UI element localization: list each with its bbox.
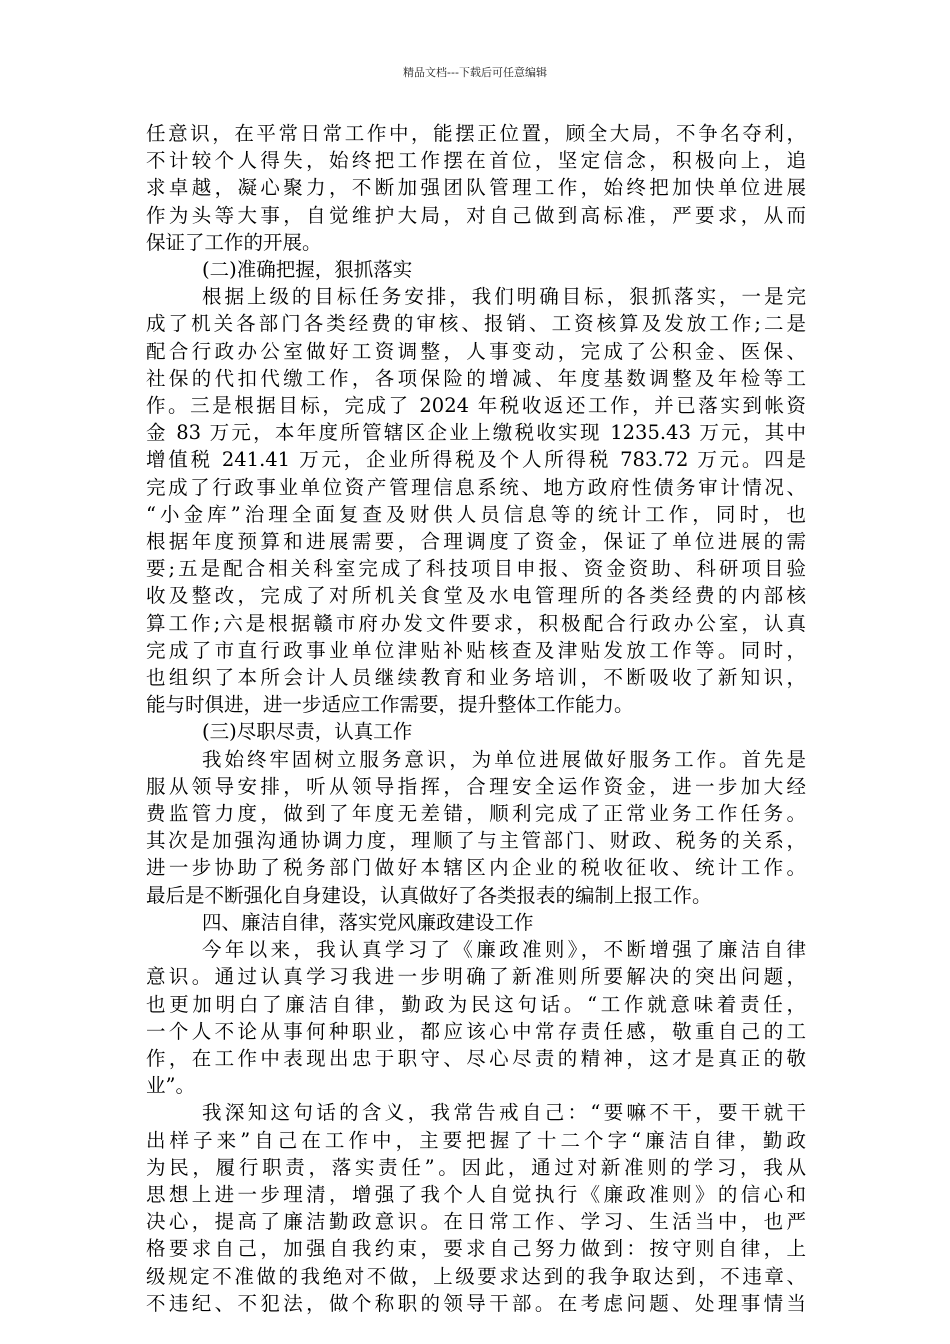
text-line: 不计较个人得失，始终把工作摆在首位，坚定信念，积极向上，追 [146,149,806,173]
text-line: 费监管力度，做到了年度无差错，顺利完成了正常业务工作任务。 [146,802,806,826]
text-line: 决心，提高了廉洁勤政意识。在日常工作、学习、生活当中，也严 [146,1210,806,1234]
text-line: 出样子来”自己在工作中，主要把握了十二个字“廉洁自律，勤政 [146,1128,806,1152]
text-line: 其次是加强沟通协调力度，理顺了与主管部门、财政、税务的关系， [146,829,806,853]
document-body [146,120,806,1317]
text-line: 我始终牢固树立服务意识，为单位进展做好服务工作。首先是 [202,747,806,771]
text-line: 社保的代扣代缴工作，各项保险的增减、年度基数调整及年检等工 [146,366,806,390]
text-line: 最后是不断强化自身建设，认真做好了各类报表的编制上报工作。 [146,883,712,907]
text-line: 为民，履行职责，落实责任”。因此，通过对新准则的学习，我从 [146,1155,806,1179]
text-line: 根据年度预算和进展需要，合理调度了资金，保证了单位进展的需 [146,530,806,554]
text-line: 算工作;六是根据赣市府办发文件要求，积极配合行政办公室，认真 [146,611,806,635]
text-line: 进一步协助了税务部门做好本辖区内企业的税收征收、统计工作。 [146,856,806,880]
text-line: 四、廉洁自律，落实党风廉政建设工作 [202,910,534,934]
page-header: 精品文档---下载后可任意编辑 [403,66,547,79]
text-line: 作。三是根据目标，完成了 2024 年税收返还工作，并已落实到帐资 [146,394,806,418]
text-line: 业”。 [146,1074,195,1098]
text-line: 级规定不准做的我绝对不做，上级要求达到的我争取达到，不违章、 [146,1264,806,1288]
text-line: 增值税 241.41 万元，企业所得税及个人所得税 783.72 万元。四是 [146,448,806,472]
text-line: (三)尽职尽责，认真工作 [202,720,413,744]
text-line: 服从领导安排，听从领导指挥，合理安全运作资金，进一步加大经 [146,774,806,798]
text-line: 也更加明白了廉洁自律，勤政为民这句话。“工作就意味着责任， [146,992,806,1016]
text-line: 求卓越，凝心聚力，不断加强团队管理工作，始终把加快单位进展 [146,176,806,200]
text-line: 收及整改，完成了对所机关食堂及水电管理所的各类经费的内部核 [146,584,806,608]
text-line: 金 83 万元，本年度所管辖区企业上缴税收实现 1235.43 万元，其中 [146,421,806,445]
text-line: 作为头等大事，自觉维护大局，对自己做到高标准，严要求，从而 [146,203,806,227]
text-line: 思想上进一步理清，增强了我个人自觉执行《廉政准则》的信心和 [146,1182,806,1206]
text-line: 今年以来，我认真学习了《廉政准则》，不断增强了廉洁自律 [202,938,806,962]
text-line: “小金库”治理全面复查及财供人员信息等的统计工作，同时，也 [146,502,806,526]
text-line: 不违纪、不犯法，做个称职的领导干部。在考虑问题、处理事情当 [146,1291,806,1315]
text-line: 意识。通过认真学习我进一步明确了新准则所要解决的突出问题， [146,965,806,989]
text-line: 格要求自己，加强自我约束，要求自己努力做到：按守则自律，上 [146,1237,806,1261]
text-line: 完成了市直行政事业单位津贴补贴核查及津贴发放工作等。同时， [146,638,806,662]
text-line: 保证了工作的开展。 [146,230,322,254]
text-line: 我深知这句话的含义，我常告戒自己：“要嘛不干，要干就干 [202,1101,806,1125]
text-line: 作，在工作中表现出忠于职守、尽心尽责的精神，这才是真正的敬 [146,1046,806,1070]
text-line: 要;五是配合相关科室完成了科技项目申报、资金资助、科研项目验 [146,557,806,581]
text-line: 也组织了本所会计人员继续教育和业务培训，不断吸收了新知识， [146,666,806,690]
text-line: 完成了行政事业单位资产管理信息系统、地方政府性债务审计情况、 [146,475,806,499]
text-line: (二)准确把握，狠抓落实 [202,258,413,282]
text-line: 能与时俱进，进一步适应工作需要，提升整体工作能力。 [146,693,634,717]
text-line: 成了机关各部门各类经费的审核、报销、工资核算及发放工作;二是 [146,312,806,336]
text-line: 根据上级的目标任务安排，我们明确目标，狠抓落实，一是完 [202,285,806,309]
text-line: 一个人不论从事何种职业，都应该心中常存责任感，敬重自己的工 [146,1019,806,1043]
text-line: 配合行政办公室做好工资调整，人事变动，完成了公积金、医保、 [146,339,806,363]
text-line: 任意识，在平常日常工作中，能摆正位置，顾全大局，不争名夺利， [146,122,806,145]
